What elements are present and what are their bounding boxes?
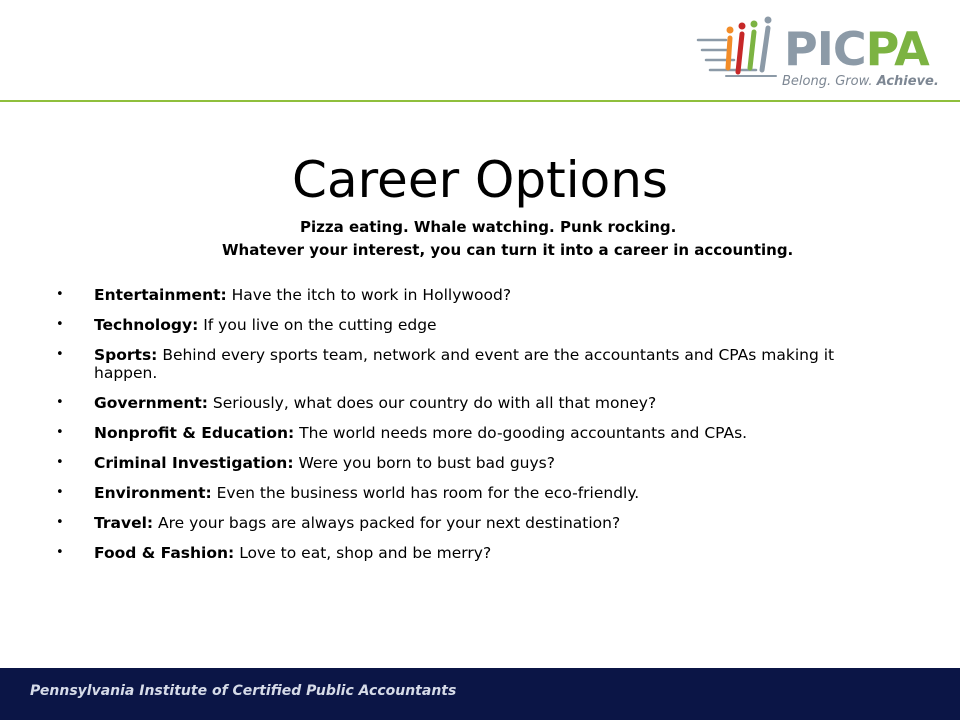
bullet-icon: • (56, 485, 64, 500)
footer-bar (0, 668, 960, 720)
slide-subtitle-1: Pizza eating. Whale watching. Punk rocking. (300, 218, 677, 236)
list-item: • Environment: Even the business world has room for the eco-friendly. (56, 484, 640, 502)
list-item: • Food & Fashion: Love to eat, shop and be merry? (56, 544, 492, 562)
bullet-icon: • (56, 317, 64, 332)
career-options-list (56, 286, 876, 574)
footer-organization-name: Pennsylvania Institute of Certified Public Accountants (30, 683, 457, 699)
bullet-icon: • (56, 455, 64, 470)
list-item: • Travel: Are your bags are always packed for your next destination? (56, 514, 621, 532)
picpa-people-icon (696, 16, 782, 82)
list-item: • Government: Seriously, what does our country do with all that money? (56, 394, 657, 412)
slide-subtitle-2: Whatever your interest, you can turn it into a career in accounting. (222, 241, 794, 259)
bullet-icon: • (56, 515, 64, 530)
bullet-icon: • (56, 545, 64, 560)
header-divider (0, 100, 960, 102)
list-item: • Nonprofit & Education: The world needs more do-gooding accountants and CPAs. (56, 424, 748, 442)
list-item: • Sports: Behind every sports team, network and event are the accountants and CPAs making it happen. (56, 346, 835, 382)
bullet-icon: • (56, 395, 64, 410)
bullet-icon: • (56, 347, 64, 362)
bullet-icon: • (56, 287, 64, 302)
list-item: • Criminal Investigation: Were you born to bust bad guys? (56, 454, 555, 472)
logo-wordmark: PICPA (784, 22, 929, 76)
list-item: • Technology: If you live on the cutting edge (56, 316, 437, 334)
list-item: • Entertainment: Have the itch to work in Hollywood? (56, 286, 512, 304)
bullet-icon: • (56, 425, 64, 440)
picpa-logo (696, 14, 946, 94)
slide-title: Career Options (292, 151, 668, 209)
logo-tagline: Belong. Grow. Achieve. (782, 74, 939, 89)
